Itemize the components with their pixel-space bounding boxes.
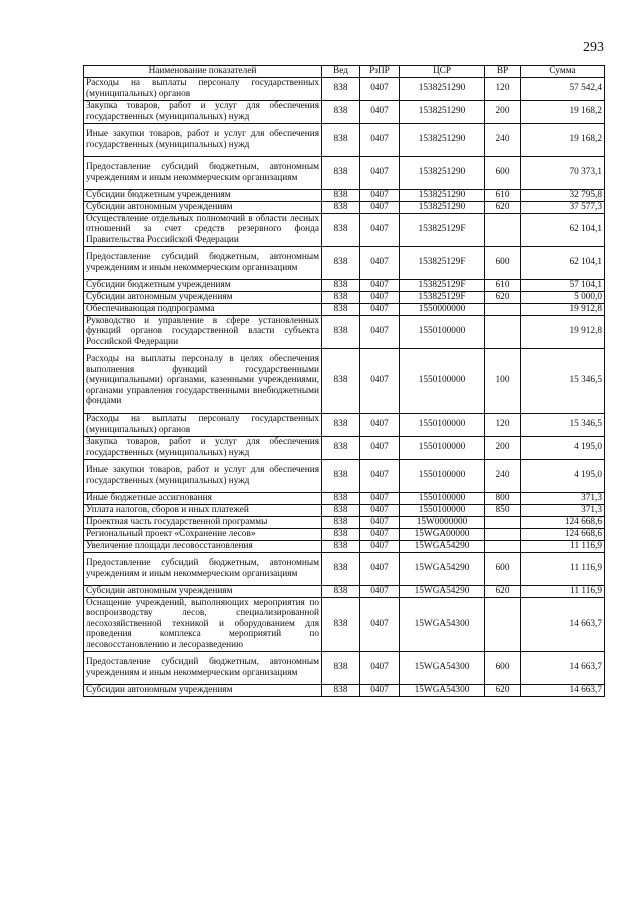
- cell-name: Проектная часть государственной программы: [84, 516, 322, 528]
- cell-rzpr: 0407: [360, 246, 400, 279]
- cell-csr: 1550000000: [400, 303, 485, 315]
- table-row: [84, 504, 605, 516]
- table-row: [84, 516, 605, 528]
- cell-sum: 57 104,1: [521, 279, 605, 291]
- cell-rzpr: 0407: [360, 413, 400, 436]
- table-row: [84, 315, 605, 348]
- cell-ved: 838: [322, 413, 360, 436]
- cell-vr: 240: [485, 459, 521, 492]
- cell-rzpr: 0407: [360, 156, 400, 189]
- cell-rzpr: 0407: [360, 585, 400, 597]
- cell-sum: 11 116,9: [521, 552, 605, 585]
- table-row: [84, 123, 605, 156]
- cell-rzpr: 0407: [360, 291, 400, 303]
- cell-sum: 4 195,0: [521, 459, 605, 492]
- cell-ved: 838: [322, 201, 360, 213]
- cell-name: Закупка товаров, работ и услуг для обеспечения государственных (муниципальных) нужд: [84, 436, 322, 459]
- header-csr: ЦСР: [400, 66, 485, 78]
- cell-rzpr: 0407: [360, 303, 400, 315]
- cell-rzpr: 0407: [360, 436, 400, 459]
- cell-name: Субсидии автономным учреждениям: [84, 585, 322, 597]
- cell-csr: 153825129F: [400, 291, 485, 303]
- cell-rzpr: 0407: [360, 315, 400, 348]
- header-vr: ВР: [485, 66, 521, 78]
- cell-rzpr: 0407: [360, 213, 400, 246]
- cell-name: Уплата налогов, сборов и иных платежей: [84, 504, 322, 516]
- cell-rzpr: 0407: [360, 77, 400, 100]
- table-row: [84, 459, 605, 492]
- cell-name: Субсидии бюджетным учреждениям: [84, 279, 322, 291]
- cell-name: Осуществление отдельных полномочий в области лесных отношений за счет средств резервного фонда Правительства Российской Федерации: [84, 213, 322, 246]
- cell-vr: [485, 303, 521, 315]
- cell-rzpr: 0407: [360, 552, 400, 585]
- cell-vr: 600: [485, 651, 521, 684]
- cell-csr: 1550100000: [400, 315, 485, 348]
- cell-name: Субсидии бюджетным учреждениям: [84, 189, 322, 201]
- table-row: [84, 213, 605, 246]
- cell-name: Оснащение учреждений, выполняющих мероприятия по воспроизводству лесов, специализированной лесохозяйственной техникой и оборудованием для проведения комплекса мероприятий по лесовосстановлению и лесоразведению: [84, 597, 322, 651]
- cell-sum: 11 116,9: [521, 540, 605, 552]
- cell-name: Иные закупки товаров, работ и услуг для обеспечения государственных (муниципальных) нужд: [84, 459, 322, 492]
- table-row: [84, 100, 605, 123]
- cell-sum: 14 663,7: [521, 684, 605, 696]
- cell-ved: 838: [322, 77, 360, 100]
- cell-sum: 5 000,0: [521, 291, 605, 303]
- cell-vr: 200: [485, 436, 521, 459]
- cell-sum: 371,3: [521, 504, 605, 516]
- cell-vr: 620: [485, 684, 521, 696]
- cell-vr: 240: [485, 123, 521, 156]
- cell-sum: 19 912,8: [521, 315, 605, 348]
- cell-vr: 120: [485, 413, 521, 436]
- cell-rzpr: 0407: [360, 123, 400, 156]
- header-name: Наименование показателей: [84, 66, 322, 78]
- cell-name: Региональный проект «Сохранение лесов»: [84, 528, 322, 540]
- table-row: [84, 436, 605, 459]
- cell-vr: [485, 540, 521, 552]
- cell-ved: 838: [322, 597, 360, 651]
- cell-ved: 838: [322, 528, 360, 540]
- cell-sum: 124 668,6: [521, 516, 605, 528]
- cell-rzpr: 0407: [360, 597, 400, 651]
- cell-ved: 838: [322, 246, 360, 279]
- cell-name: Предоставление субсидий бюджетным, автономным учреждениям и иным некоммерческим организациям: [84, 651, 322, 684]
- cell-name: Обеспечивающая подпрограмма: [84, 303, 322, 315]
- cell-name: Субсидии автономным учреждениям: [84, 201, 322, 213]
- cell-csr: 1538251290: [400, 189, 485, 201]
- header-sum: Сумма: [521, 66, 605, 78]
- table-row: [84, 597, 605, 651]
- cell-ved: 838: [322, 123, 360, 156]
- cell-csr: 153825129F: [400, 213, 485, 246]
- cell-vr: 600: [485, 552, 521, 585]
- cell-csr: 1538251290: [400, 201, 485, 213]
- cell-rzpr: 0407: [360, 201, 400, 213]
- table-row: [84, 246, 605, 279]
- cell-vr: 620: [485, 585, 521, 597]
- cell-vr: 610: [485, 279, 521, 291]
- table-header-row: [84, 66, 605, 78]
- cell-ved: 838: [322, 348, 360, 413]
- cell-sum: 32 795,8: [521, 189, 605, 201]
- cell-csr: 1550100000: [400, 504, 485, 516]
- cell-ved: 838: [322, 213, 360, 246]
- cell-name: Увеличение площади лесовосстановления: [84, 540, 322, 552]
- cell-ved: 838: [322, 585, 360, 597]
- table-row: [84, 684, 605, 696]
- cell-vr: 100: [485, 348, 521, 413]
- cell-sum: 62 104,1: [521, 213, 605, 246]
- cell-rzpr: 0407: [360, 492, 400, 504]
- table-row: [84, 279, 605, 291]
- budget-table: [83, 65, 605, 697]
- cell-vr: 200: [485, 100, 521, 123]
- table-row: [84, 348, 605, 413]
- cell-vr: [485, 597, 521, 651]
- cell-ved: 838: [322, 516, 360, 528]
- cell-name: Расходы на выплаты персоналу государственных (муниципальных) органов: [84, 413, 322, 436]
- page-number: 293: [583, 40, 604, 55]
- cell-ved: 838: [322, 504, 360, 516]
- cell-sum: 15 346,5: [521, 413, 605, 436]
- table-row: [84, 651, 605, 684]
- cell-vr: [485, 315, 521, 348]
- cell-rzpr: 0407: [360, 459, 400, 492]
- cell-ved: 838: [322, 651, 360, 684]
- header-ved: Вед: [322, 66, 360, 78]
- cell-sum: 14 663,7: [521, 597, 605, 651]
- cell-sum: 19 168,2: [521, 123, 605, 156]
- cell-csr: 1550100000: [400, 348, 485, 413]
- cell-ved: 838: [322, 100, 360, 123]
- cell-sum: 4 195,0: [521, 436, 605, 459]
- cell-vr: [485, 213, 521, 246]
- cell-ved: 838: [322, 552, 360, 585]
- cell-csr: 15WGA54300: [400, 597, 485, 651]
- cell-sum: 37 577,3: [521, 201, 605, 213]
- cell-vr: 600: [485, 246, 521, 279]
- table-body: [84, 77, 605, 696]
- table-row: [84, 540, 605, 552]
- cell-name: Предоставление субсидий бюджетным, автономным учреждениям и иным некоммерческим организациям: [84, 156, 322, 189]
- cell-rzpr: 0407: [360, 684, 400, 696]
- cell-vr: 610: [485, 189, 521, 201]
- table-row: [84, 492, 605, 504]
- table-row: [84, 156, 605, 189]
- table-row: [84, 303, 605, 315]
- table-row: [84, 528, 605, 540]
- table-row: [84, 189, 605, 201]
- cell-rzpr: 0407: [360, 516, 400, 528]
- cell-ved: 838: [322, 303, 360, 315]
- cell-vr: [485, 528, 521, 540]
- cell-csr: 1550100000: [400, 459, 485, 492]
- table-row: [84, 77, 605, 100]
- cell-name: Предоставление субсидий бюджетным, автономным учреждениям и иным некоммерческим организациям: [84, 552, 322, 585]
- cell-ved: 838: [322, 540, 360, 552]
- cell-name: Субсидии автономным учреждениям: [84, 684, 322, 696]
- cell-ved: 838: [322, 279, 360, 291]
- cell-csr: 15WGA54290: [400, 552, 485, 585]
- header-rzpr: РзПР: [360, 66, 400, 78]
- cell-csr: 1538251290: [400, 100, 485, 123]
- cell-ved: 838: [322, 156, 360, 189]
- cell-csr: 15W0000000: [400, 516, 485, 528]
- cell-csr: 15WGA54300: [400, 651, 485, 684]
- table-row: [84, 552, 605, 585]
- cell-vr: 620: [485, 291, 521, 303]
- cell-sum: 14 663,7: [521, 651, 605, 684]
- cell-csr: 1550100000: [400, 436, 485, 459]
- cell-ved: 838: [322, 189, 360, 201]
- cell-vr: 850: [485, 504, 521, 516]
- cell-name: Субсидии автономным учреждениям: [84, 291, 322, 303]
- cell-rzpr: 0407: [360, 504, 400, 516]
- cell-csr: 1538251290: [400, 156, 485, 189]
- cell-csr: 1550100000: [400, 492, 485, 504]
- cell-ved: 838: [322, 291, 360, 303]
- cell-sum: 11 116,9: [521, 585, 605, 597]
- table-row: [84, 291, 605, 303]
- cell-name: Иные бюджетные ассигнования: [84, 492, 322, 504]
- cell-name: Расходы на выплаты персоналу государственных (муниципальных) органов: [84, 77, 322, 100]
- cell-sum: 15 346,5: [521, 348, 605, 413]
- cell-name: Предоставление субсидий бюджетным, автономным учреждениям и иным некоммерческим организациям: [84, 246, 322, 279]
- table-row: [84, 585, 605, 597]
- cell-sum: 57 542,4: [521, 77, 605, 100]
- cell-csr: 15WGA00000: [400, 528, 485, 540]
- cell-vr: 120: [485, 77, 521, 100]
- cell-csr: 15WGA54300: [400, 684, 485, 696]
- cell-csr: 153825129F: [400, 246, 485, 279]
- cell-csr: 15WGA54290: [400, 540, 485, 552]
- cell-csr: 15WGA54290: [400, 585, 485, 597]
- cell-csr: 1538251290: [400, 77, 485, 100]
- cell-name: Расходы на выплаты персоналу в целях обеспечения выполнения функций государственными (муниципальными) органами, казенными учреждениями, органами управления государственными внебюджетными фондами: [84, 348, 322, 413]
- cell-name: Руководство и управление в сфере установленных функций органов государственной власти субъекта Российской Федерации: [84, 315, 322, 348]
- cell-sum: 371,3: [521, 492, 605, 504]
- cell-sum: 19 912,8: [521, 303, 605, 315]
- cell-vr: [485, 516, 521, 528]
- cell-name: Закупка товаров, работ и услуг для обеспечения государственных (муниципальных) нужд: [84, 100, 322, 123]
- cell-sum: 62 104,1: [521, 246, 605, 279]
- cell-sum: 19 168,2: [521, 100, 605, 123]
- cell-ved: 838: [322, 684, 360, 696]
- cell-rzpr: 0407: [360, 540, 400, 552]
- cell-vr: 600: [485, 156, 521, 189]
- cell-ved: 838: [322, 436, 360, 459]
- cell-ved: 838: [322, 315, 360, 348]
- cell-rzpr: 0407: [360, 189, 400, 201]
- cell-csr: 153825129F: [400, 279, 485, 291]
- cell-vr: 620: [485, 201, 521, 213]
- cell-sum: 70 373,1: [521, 156, 605, 189]
- cell-name: Иные закупки товаров, работ и услуг для обеспечения государственных (муниципальных) нужд: [84, 123, 322, 156]
- cell-vr: 800: [485, 492, 521, 504]
- cell-rzpr: 0407: [360, 651, 400, 684]
- cell-rzpr: 0407: [360, 528, 400, 540]
- cell-rzpr: 0407: [360, 279, 400, 291]
- cell-csr: 1538251290: [400, 123, 485, 156]
- table-row: [84, 201, 605, 213]
- cell-ved: 838: [322, 459, 360, 492]
- cell-rzpr: 0407: [360, 348, 400, 413]
- cell-rzpr: 0407: [360, 100, 400, 123]
- cell-sum: 124 668,6: [521, 528, 605, 540]
- cell-csr: 1550100000: [400, 413, 485, 436]
- table-row: [84, 413, 605, 436]
- cell-ved: 838: [322, 492, 360, 504]
